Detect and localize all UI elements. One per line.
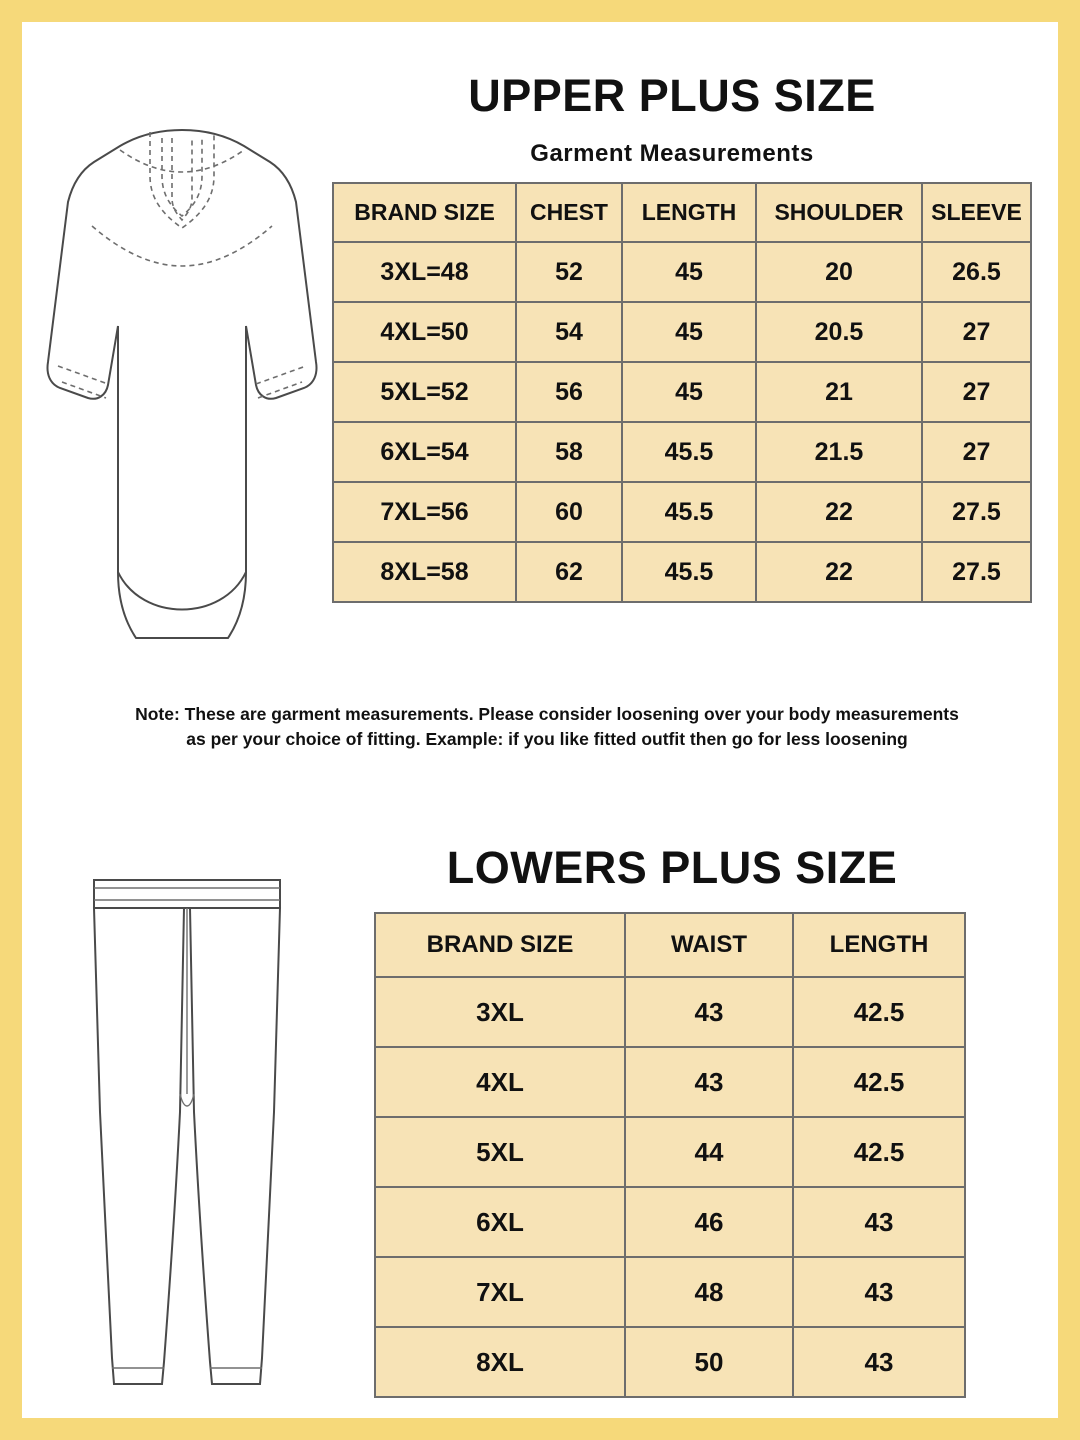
table-row (333, 482, 1031, 542)
upper-subtitle: Garment Measurements (530, 140, 814, 167)
column-header-brand-size: BRAND SIZE (375, 913, 625, 977)
cell-length: 43 (793, 1187, 965, 1257)
table-row (333, 302, 1031, 362)
cell-length: 42.5 (793, 1117, 965, 1187)
table-row (333, 362, 1031, 422)
column-header-waist: WAIST (625, 913, 793, 977)
upper-size-section (22, 22, 1058, 762)
cell-brand-size: 6XL (375, 1187, 625, 1257)
table-row (375, 1187, 965, 1257)
note-line-2: as per your choice of fitting. Example: if you like fitted outfit then go for less loosening (186, 729, 908, 750)
lower-title: LOWERS PLUS SIZE (446, 842, 898, 893)
cell-brand-size: 6XL=54 (333, 422, 516, 482)
column-header-sleeve: SLEEVE (922, 183, 1031, 242)
pyjama-illustration (52, 862, 322, 1402)
cell-chest: 56 (516, 362, 622, 422)
cell-sleeve: 27 (922, 422, 1031, 482)
table-row (375, 977, 965, 1047)
cell-chest: 54 (516, 302, 622, 362)
cell-length: 45 (622, 242, 756, 302)
measurement-note (82, 702, 1012, 753)
cell-brand-size: 5XL=52 (333, 362, 516, 422)
cell-brand-size: 8XL (375, 1327, 625, 1397)
cell-shoulder: 21 (756, 362, 922, 422)
note-line-1: Note: These are garment measurements. Please consider loosening over your body measurements (135, 704, 959, 724)
cell-brand-size: 8XL=58 (333, 542, 516, 602)
table-header-row (333, 183, 1031, 242)
cell-waist: 43 (625, 977, 793, 1047)
upper-size-table (332, 182, 1032, 603)
cell-waist: 48 (625, 1257, 793, 1327)
cell-shoulder: 22 (756, 482, 922, 542)
lower-size-table (374, 912, 966, 1398)
cell-length: 45.5 (622, 482, 756, 542)
table-row (375, 1117, 965, 1187)
cell-shoulder: 20 (756, 242, 922, 302)
cell-sleeve: 27.5 (922, 542, 1031, 602)
table-row (333, 422, 1031, 482)
cell-sleeve: 27 (922, 302, 1031, 362)
cell-waist: 46 (625, 1187, 793, 1257)
cell-brand-size: 5XL (375, 1117, 625, 1187)
size-chart-page (22, 22, 1058, 1418)
cell-brand-size: 3XL=48 (333, 242, 516, 302)
lower-size-section (22, 812, 1058, 1418)
table-row (375, 1327, 965, 1397)
cell-length: 43 (793, 1327, 965, 1397)
cell-chest: 62 (516, 542, 622, 602)
cell-brand-size: 7XL (375, 1257, 625, 1327)
table-row (333, 242, 1031, 302)
cell-shoulder: 21.5 (756, 422, 922, 482)
cell-shoulder: 20.5 (756, 302, 922, 362)
table-row (333, 542, 1031, 602)
cell-length: 45.5 (622, 422, 756, 482)
column-header-chest: CHEST (516, 183, 622, 242)
cell-waist: 44 (625, 1117, 793, 1187)
cell-length: 42.5 (793, 977, 965, 1047)
table-header-row (375, 913, 965, 977)
cell-waist: 43 (625, 1047, 793, 1117)
column-header-shoulder: SHOULDER (756, 183, 922, 242)
cell-length: 43 (793, 1257, 965, 1327)
cell-length: 45 (622, 302, 756, 362)
cell-brand-size: 3XL (375, 977, 625, 1047)
cell-sleeve: 27 (922, 362, 1031, 422)
cell-waist: 50 (625, 1327, 793, 1397)
column-header-brand-size: BRAND SIZE (333, 183, 516, 242)
cell-chest: 52 (516, 242, 622, 302)
cell-brand-size: 4XL=50 (333, 302, 516, 362)
table-row (375, 1257, 965, 1327)
cell-brand-size: 7XL=56 (333, 482, 516, 542)
cell-brand-size: 4XL (375, 1047, 625, 1117)
cell-shoulder: 22 (756, 542, 922, 602)
cell-length: 45 (622, 362, 756, 422)
table-row (375, 1047, 965, 1117)
column-header-length: LENGTH (793, 913, 965, 977)
cell-chest: 60 (516, 482, 622, 542)
cell-length: 45.5 (622, 542, 756, 602)
upper-title: UPPER PLUS SIZE (468, 70, 876, 121)
cell-length: 42.5 (793, 1047, 965, 1117)
column-header-length: LENGTH (622, 183, 756, 242)
cell-sleeve: 26.5 (922, 242, 1031, 302)
kurta-illustration (32, 102, 332, 672)
cell-chest: 58 (516, 422, 622, 482)
cell-sleeve: 27.5 (922, 482, 1031, 542)
